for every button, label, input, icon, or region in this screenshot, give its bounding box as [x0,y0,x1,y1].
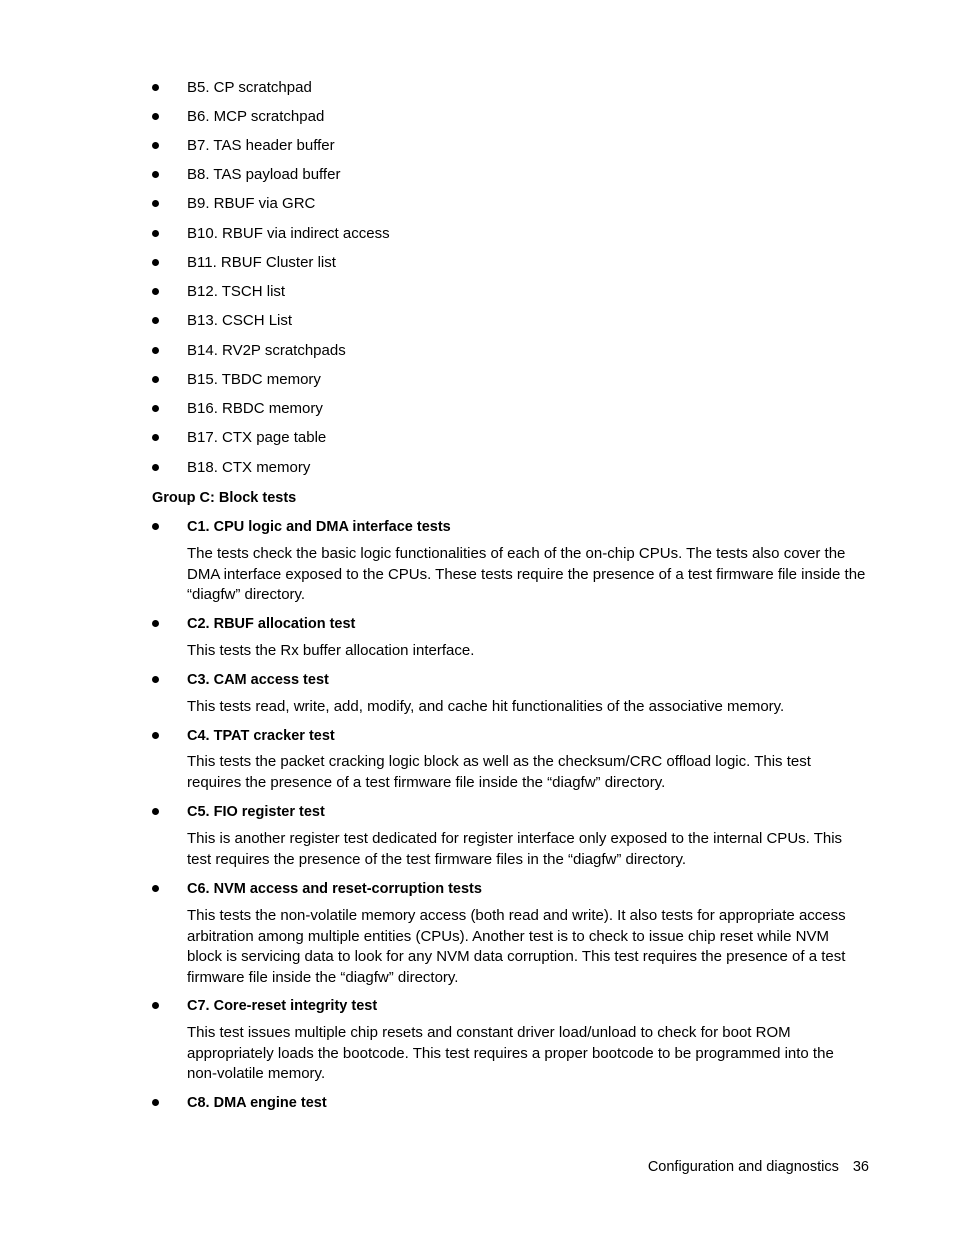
list-item-text: B15. TBDC memory [187,371,321,388]
list-item [152,193,872,215]
bullet-icon [152,171,159,178]
bullet-icon [152,1099,159,1106]
list-item-text: B10. RBUF via indirect access [187,225,390,242]
list-item [152,340,872,362]
list-item-text: B11. RBUF Cluster list [187,254,336,271]
test-item [152,1092,872,1114]
test-description: This test issues multiple chip resets and constant driver load/unload to check for boot ROM appropriately loads the bootcode. This test requires a proper bootcode to be programmed into the non-volatile memory. [187,1024,834,1083]
bullet-icon [152,885,159,892]
test-item [152,801,872,823]
list-item [152,77,872,99]
list-item-text: B18. CTX memory [187,459,311,476]
bullet-icon [152,464,159,471]
page-footer [648,1157,869,1177]
test-item [152,725,872,747]
bullet-icon [152,808,159,815]
test-description: This tests the non-volatile memory access (both read and write). It also tests for appropriate access arbitration among multiple entities (CPUs). Another test is to check to issue chip reset while NVM block is servicing data to look for any NVM data corruption. This test requires the presence of a test firmware file inside the “diagfw” directory. [187,907,846,986]
test-title: C5. FIO register test [187,804,325,820]
list-item [152,106,872,128]
list-item [152,457,872,479]
bullet-icon [152,434,159,441]
list-item-text: B13. CSCH List [187,312,293,329]
list-item [152,310,872,332]
list-item [152,164,872,186]
bullet-icon [152,200,159,207]
list-item-text: B5. CP scratchpad [187,79,312,96]
list-item [152,427,872,449]
bullet-icon [152,347,159,354]
test-title: C4. TPAT cracker test [187,728,335,744]
test-title: C8. DMA engine test [187,1095,327,1111]
test-title: C6. NVM access and reset-corruption tests [187,881,482,897]
list-item-text: B9. RBUF via GRC [187,195,316,212]
bullet-icon [152,84,159,91]
bullet-icon [152,732,159,739]
test-description: This tests the Rx buffer allocation interface. [187,642,475,659]
list-item [152,398,872,420]
list-item-text: B6. MCP scratchpad [187,108,325,125]
bullet-icon [152,1002,159,1009]
bullet-icon [152,259,159,266]
page-number: 36 [852,1159,869,1175]
bullet-icon [152,317,159,324]
test-item [152,878,872,900]
list-item-text: B16. RBDC memory [187,400,323,417]
list-item-text: B7. TAS header buffer [187,137,335,154]
list-item [152,252,872,274]
test-item [152,995,872,1017]
bullet-icon [152,523,159,530]
bullet-icon [152,376,159,383]
test-title: C1. CPU logic and DMA interface tests [187,519,451,535]
list-item-text: B8. TAS payload buffer [187,166,341,183]
list-item [152,135,872,157]
bullet-icon [152,405,159,412]
bullet-icon [152,113,159,120]
test-description: This tests read, write, add, modify, and cache hit functionalities of the associative memory. [187,698,785,715]
list-item [152,369,872,391]
test-title: C7. Core-reset integrity test [187,998,378,1014]
list-item [152,281,872,303]
bullet-icon [152,230,159,237]
list-item-text: B12. TSCH list [187,283,286,300]
test-description: This is another register test dedicated for register interface only exposed to the internal CPUs. This test requires the presence of the test firmware files in the “diagfw” directory. [187,830,843,868]
test-item [152,613,872,635]
bullet-icon [152,676,159,683]
list-item [152,223,872,245]
list-item-text: B14. RV2P scratchpads [187,342,346,359]
bullet-icon [152,288,159,295]
section-heading: Group C: Block tests [152,490,297,506]
bullet-icon [152,142,159,149]
footer-section-title: Configuration and diagnostics [647,1159,839,1175]
test-description: This tests the packet cracking logic block as well as the checksum/CRC offload logic. This test requires the presence of a test firmware file inside the “diagfw” directory. [187,753,811,791]
test-item [152,516,872,538]
test-title: C3. CAM access test [187,672,329,688]
test-title: C2. RBUF allocation test [187,616,356,632]
test-description: The tests check the basic logic functionalities of each of the on-chip CPUs. The tests also cover the DMA interface exposed to the CPUs. These tests require the presence of a test firmware file inside the “diagfw” directory. [187,545,866,604]
bullet-icon [152,620,159,627]
test-item [152,669,872,691]
list-item-text: B17. CTX page table [187,429,327,446]
